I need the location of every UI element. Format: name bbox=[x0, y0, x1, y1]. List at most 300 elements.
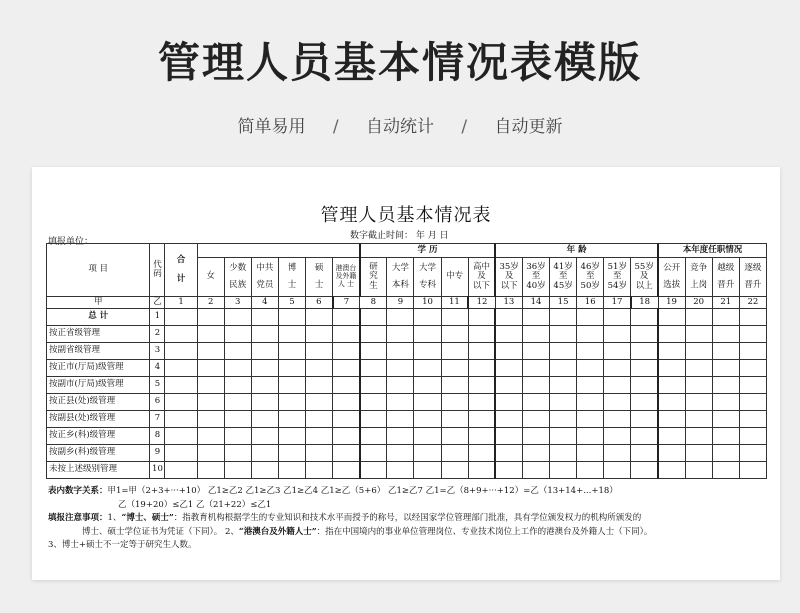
table-row bbox=[47, 309, 767, 326]
data-cell[interactable] bbox=[360, 377, 387, 394]
data-cell[interactable] bbox=[631, 445, 658, 462]
data-cell[interactable] bbox=[414, 445, 441, 462]
data-cell[interactable] bbox=[739, 360, 766, 377]
data-table bbox=[46, 243, 767, 479]
data-cell[interactable] bbox=[165, 394, 197, 411]
data-cell[interactable] bbox=[658, 394, 685, 411]
data-cell[interactable] bbox=[441, 428, 468, 445]
header-skip-promotion: 越级 晋升 bbox=[712, 258, 739, 297]
column-number: 11 bbox=[441, 297, 468, 309]
data-cell[interactable] bbox=[495, 343, 522, 360]
data-cell[interactable] bbox=[495, 428, 522, 445]
data-cell[interactable] bbox=[278, 343, 305, 360]
data-cell[interactable] bbox=[278, 394, 305, 411]
row-code: 10 bbox=[150, 462, 165, 479]
column-number: 8 bbox=[360, 297, 387, 309]
data-cell[interactable] bbox=[577, 360, 604, 377]
data-cell[interactable] bbox=[387, 326, 414, 343]
data-cell[interactable] bbox=[441, 377, 468, 394]
header-open-selection: 公开 选拔 bbox=[658, 258, 685, 297]
column-number: 21 bbox=[712, 297, 739, 309]
data-cell[interactable] bbox=[712, 326, 739, 343]
data-cell[interactable] bbox=[414, 326, 441, 343]
data-cell[interactable] bbox=[333, 445, 360, 462]
fill-1-text: ：指教育机构根据学生的专业知识和技术水平而授予的称号，以经国家学位管理部门批准，具有学位颁发权力的机构所颁发的 bbox=[173, 513, 642, 523]
data-cell[interactable] bbox=[278, 462, 305, 479]
data-cell[interactable] bbox=[306, 445, 333, 462]
data-cell[interactable] bbox=[278, 411, 305, 428]
data-cell[interactable] bbox=[306, 394, 333, 411]
data-cell[interactable] bbox=[197, 343, 224, 360]
data-cell[interactable] bbox=[468, 326, 495, 343]
row-code: 8 bbox=[150, 428, 165, 445]
data-cell[interactable] bbox=[224, 377, 251, 394]
data-cell[interactable] bbox=[739, 377, 766, 394]
column-number: 5 bbox=[278, 297, 305, 309]
header-female: 女 bbox=[197, 258, 224, 297]
tag-auto-update: 自动更新 bbox=[494, 117, 563, 137]
data-cell[interactable] bbox=[685, 462, 712, 479]
data-cell[interactable] bbox=[604, 428, 631, 445]
column-number: 6 bbox=[306, 297, 333, 309]
data-cell[interactable] bbox=[441, 326, 468, 343]
data-cell[interactable] bbox=[604, 462, 631, 479]
unit-label: 填报单位： bbox=[48, 237, 94, 247]
data-cell[interactable] bbox=[604, 377, 631, 394]
data-cell[interactable] bbox=[441, 462, 468, 479]
data-cell[interactable] bbox=[387, 343, 414, 360]
header-code: 代 码 bbox=[150, 244, 165, 297]
header-appointment: 本年度任职情况 bbox=[658, 244, 767, 258]
data-cell[interactable] bbox=[495, 394, 522, 411]
data-cell[interactable] bbox=[333, 343, 360, 360]
data-cell[interactable] bbox=[712, 428, 739, 445]
data-cell[interactable] bbox=[577, 394, 604, 411]
data-cell[interactable] bbox=[604, 394, 631, 411]
row-code: 4 bbox=[150, 360, 165, 377]
data-cell[interactable] bbox=[685, 394, 712, 411]
data-cell[interactable] bbox=[658, 411, 685, 428]
table-row bbox=[47, 445, 767, 462]
data-cell[interactable] bbox=[197, 411, 224, 428]
data-cell[interactable] bbox=[224, 428, 251, 445]
data-cell[interactable] bbox=[278, 309, 305, 326]
data-cell[interactable] bbox=[468, 445, 495, 462]
column-number: 7 bbox=[333, 297, 360, 309]
header-step-promotion: 逐级 晋升 bbox=[739, 258, 766, 297]
data-cell[interactable] bbox=[739, 326, 766, 343]
data-cell[interactable] bbox=[360, 394, 387, 411]
data-cell[interactable] bbox=[441, 309, 468, 326]
data-cell[interactable] bbox=[360, 326, 387, 343]
data-cell[interactable] bbox=[658, 360, 685, 377]
header-minority: 少数 民族 bbox=[224, 258, 251, 297]
header-master: 硕 士 bbox=[306, 258, 333, 297]
data-cell[interactable] bbox=[522, 462, 549, 479]
data-cell[interactable] bbox=[414, 394, 441, 411]
header-compete: 竞争 上岗 bbox=[685, 258, 712, 297]
data-cell[interactable] bbox=[604, 343, 631, 360]
data-cell[interactable] bbox=[360, 445, 387, 462]
data-cell[interactable] bbox=[631, 360, 658, 377]
data-cell[interactable] bbox=[251, 462, 278, 479]
data-cell[interactable] bbox=[658, 326, 685, 343]
data-cell[interactable] bbox=[577, 428, 604, 445]
data-cell[interactable] bbox=[360, 462, 387, 479]
fill-1-cont: 博士、硕士学位证书为凭证（下同）。 2、 bbox=[82, 526, 239, 537]
header-postgrad: 研 究 生 bbox=[360, 258, 387, 297]
data-cell[interactable] bbox=[685, 411, 712, 428]
page-title: 管理人员基本情况表模版 bbox=[157, 38, 642, 87]
header-hk-foreign: 港澳台 及外籍 人 士 bbox=[333, 258, 360, 297]
row-label: 按正乡(科)级管理 bbox=[47, 428, 150, 445]
data-cell[interactable] bbox=[333, 394, 360, 411]
data-cell[interactable] bbox=[522, 428, 549, 445]
header-yi: 乙 bbox=[150, 297, 165, 309]
data-cell[interactable] bbox=[495, 411, 522, 428]
data-cell[interactable] bbox=[224, 360, 251, 377]
data-cell[interactable] bbox=[495, 445, 522, 462]
data-cell[interactable] bbox=[468, 428, 495, 445]
data-cell[interactable] bbox=[658, 377, 685, 394]
data-cell[interactable] bbox=[333, 309, 360, 326]
data-cell[interactable] bbox=[712, 360, 739, 377]
data-cell[interactable] bbox=[712, 394, 739, 411]
data-cell[interactable] bbox=[414, 309, 441, 326]
row-code: 2 bbox=[150, 326, 165, 343]
data-cell[interactable] bbox=[251, 326, 278, 343]
data-cell[interactable] bbox=[468, 309, 495, 326]
relation-label: 表内数字关系： bbox=[48, 486, 108, 496]
data-cell[interactable] bbox=[550, 326, 577, 343]
data-cell[interactable] bbox=[658, 428, 685, 445]
fill-2-term: “港澳台及外籍人士” bbox=[238, 526, 317, 537]
data-cell[interactable] bbox=[197, 377, 224, 394]
data-cell[interactable] bbox=[224, 411, 251, 428]
column-number: 22 bbox=[739, 297, 766, 309]
data-cell[interactable] bbox=[306, 428, 333, 445]
data-cell[interactable] bbox=[278, 445, 305, 462]
data-cell[interactable] bbox=[360, 411, 387, 428]
data-cell[interactable] bbox=[278, 360, 305, 377]
data-cell[interactable] bbox=[165, 428, 197, 445]
data-cell[interactable] bbox=[577, 343, 604, 360]
column-number: 17 bbox=[604, 297, 631, 309]
table-row bbox=[47, 377, 767, 394]
data-cell[interactable] bbox=[631, 343, 658, 360]
data-cell[interactable] bbox=[604, 326, 631, 343]
data-cell[interactable] bbox=[251, 343, 278, 360]
data-cell[interactable] bbox=[414, 343, 441, 360]
header-age-36: 36岁 至 40岁 bbox=[522, 258, 549, 297]
data-cell[interactable] bbox=[468, 377, 495, 394]
data-cell[interactable] bbox=[495, 326, 522, 343]
column-number: 20 bbox=[685, 297, 712, 309]
data-cell[interactable] bbox=[550, 428, 577, 445]
data-cell[interactable] bbox=[165, 326, 197, 343]
data-cell[interactable] bbox=[550, 343, 577, 360]
data-cell[interactable] bbox=[441, 411, 468, 428]
column-number: 4 bbox=[251, 297, 278, 309]
header-doctor: 博 士 bbox=[278, 258, 305, 297]
row-code: 3 bbox=[150, 343, 165, 360]
data-cell[interactable] bbox=[387, 411, 414, 428]
data-cell[interactable] bbox=[251, 309, 278, 326]
data-cell[interactable] bbox=[522, 411, 549, 428]
column-number: 13 bbox=[495, 297, 522, 309]
row-code: 7 bbox=[150, 411, 165, 428]
data-cell[interactable] bbox=[631, 394, 658, 411]
data-cell[interactable] bbox=[414, 428, 441, 445]
data-cell[interactable] bbox=[577, 411, 604, 428]
data-cell[interactable] bbox=[522, 309, 549, 326]
header-education: 学 历 bbox=[360, 244, 496, 258]
data-cell[interactable] bbox=[685, 377, 712, 394]
data-cell[interactable] bbox=[224, 445, 251, 462]
data-cell[interactable] bbox=[333, 428, 360, 445]
data-cell[interactable] bbox=[197, 309, 224, 326]
data-cell[interactable] bbox=[550, 360, 577, 377]
data-cell[interactable] bbox=[387, 462, 414, 479]
data-cell[interactable] bbox=[739, 462, 766, 479]
data-cell[interactable] bbox=[306, 411, 333, 428]
header-age: 年 龄 bbox=[495, 244, 658, 258]
data-cell[interactable] bbox=[685, 428, 712, 445]
data-cell[interactable] bbox=[522, 377, 549, 394]
data-cell[interactable] bbox=[604, 309, 631, 326]
column-number: 18 bbox=[631, 297, 658, 309]
data-cell[interactable] bbox=[522, 445, 549, 462]
data-cell[interactable] bbox=[685, 360, 712, 377]
row-label: 未按上述级别管理 bbox=[47, 462, 150, 479]
data-cell[interactable] bbox=[658, 309, 685, 326]
data-cell[interactable] bbox=[658, 445, 685, 462]
data-cell[interactable] bbox=[739, 309, 766, 326]
header-age-55: 55岁 及 以上 bbox=[631, 258, 658, 297]
data-cell[interactable] bbox=[387, 394, 414, 411]
data-cell[interactable] bbox=[165, 411, 197, 428]
header-age-41: 41岁 至 45岁 bbox=[550, 258, 577, 297]
data-cell[interactable] bbox=[251, 394, 278, 411]
notes bbox=[48, 485, 768, 553]
data-cell[interactable] bbox=[577, 462, 604, 479]
data-cell[interactable] bbox=[387, 360, 414, 377]
data-cell[interactable] bbox=[631, 462, 658, 479]
data-cell[interactable] bbox=[387, 445, 414, 462]
tag-easy: 简单易用 bbox=[237, 117, 306, 137]
data-cell[interactable] bbox=[441, 343, 468, 360]
data-cell[interactable] bbox=[685, 309, 712, 326]
data-cell[interactable] bbox=[631, 377, 658, 394]
data-cell[interactable] bbox=[631, 309, 658, 326]
data-cell[interactable] bbox=[197, 360, 224, 377]
data-cell[interactable] bbox=[577, 309, 604, 326]
data-cell[interactable] bbox=[604, 411, 631, 428]
data-cell[interactable] bbox=[165, 445, 197, 462]
column-number: 14 bbox=[522, 297, 549, 309]
data-cell[interactable] bbox=[468, 462, 495, 479]
data-cell[interactable] bbox=[306, 377, 333, 394]
data-cell[interactable] bbox=[165, 343, 197, 360]
data-cell[interactable] bbox=[224, 343, 251, 360]
data-cell[interactable] bbox=[278, 428, 305, 445]
data-cell[interactable] bbox=[522, 360, 549, 377]
table-row bbox=[47, 394, 767, 411]
data-cell[interactable] bbox=[360, 309, 387, 326]
data-cell[interactable] bbox=[550, 309, 577, 326]
data-cell[interactable] bbox=[631, 326, 658, 343]
data-cell[interactable] bbox=[685, 326, 712, 343]
data-cell[interactable] bbox=[739, 445, 766, 462]
header-age-46: 46岁 至 50岁 bbox=[577, 258, 604, 297]
data-cell[interactable] bbox=[577, 377, 604, 394]
column-number: 3 bbox=[224, 297, 251, 309]
column-number: 2 bbox=[197, 297, 224, 309]
data-cell[interactable] bbox=[306, 462, 333, 479]
data-cell[interactable] bbox=[197, 428, 224, 445]
data-cell[interactable] bbox=[577, 326, 604, 343]
row-label: 按副市(厅局)级管理 bbox=[47, 377, 150, 394]
data-cell[interactable] bbox=[165, 360, 197, 377]
table-row bbox=[47, 411, 767, 428]
data-cell[interactable] bbox=[414, 377, 441, 394]
tag-separator: / bbox=[332, 117, 339, 137]
data-cell[interactable] bbox=[251, 445, 278, 462]
data-cell[interactable] bbox=[522, 394, 549, 411]
data-cell[interactable] bbox=[495, 360, 522, 377]
data-cell[interactable] bbox=[224, 326, 251, 343]
data-cell[interactable] bbox=[712, 309, 739, 326]
column-number: 10 bbox=[414, 297, 441, 309]
data-cell[interactable] bbox=[550, 445, 577, 462]
data-cell[interactable] bbox=[224, 462, 251, 479]
header-jia: 甲 bbox=[47, 297, 150, 309]
data-cell[interactable] bbox=[522, 343, 549, 360]
data-cell[interactable] bbox=[360, 428, 387, 445]
row-code: 9 bbox=[150, 445, 165, 462]
data-cell[interactable] bbox=[739, 343, 766, 360]
data-cell[interactable] bbox=[306, 343, 333, 360]
data-cell[interactable] bbox=[712, 377, 739, 394]
data-cell[interactable] bbox=[333, 360, 360, 377]
data-cell[interactable] bbox=[224, 309, 251, 326]
data-cell[interactable] bbox=[739, 428, 766, 445]
data-cell[interactable] bbox=[333, 411, 360, 428]
data-cell[interactable] bbox=[387, 428, 414, 445]
data-cell[interactable] bbox=[712, 445, 739, 462]
data-cell[interactable] bbox=[468, 343, 495, 360]
table-row bbox=[47, 326, 767, 343]
data-cell[interactable] bbox=[333, 462, 360, 479]
data-cell[interactable] bbox=[441, 360, 468, 377]
data-cell[interactable] bbox=[712, 462, 739, 479]
data-cell[interactable] bbox=[468, 411, 495, 428]
data-cell[interactable] bbox=[604, 360, 631, 377]
data-cell[interactable] bbox=[685, 445, 712, 462]
data-cell[interactable] bbox=[685, 343, 712, 360]
data-cell[interactable] bbox=[658, 462, 685, 479]
data-cell[interactable] bbox=[360, 343, 387, 360]
header-item: 项 目 bbox=[47, 244, 150, 297]
data-cell[interactable] bbox=[739, 394, 766, 411]
data-cell[interactable] bbox=[251, 377, 278, 394]
data-cell[interactable] bbox=[306, 309, 333, 326]
row-label: 按正市(厅局)级管理 bbox=[47, 360, 150, 377]
data-cell[interactable] bbox=[251, 411, 278, 428]
data-cell[interactable] bbox=[197, 462, 224, 479]
data-cell[interactable] bbox=[739, 411, 766, 428]
data-cell[interactable] bbox=[224, 394, 251, 411]
data-cell[interactable] bbox=[712, 411, 739, 428]
data-cell[interactable] bbox=[550, 462, 577, 479]
data-cell[interactable] bbox=[550, 377, 577, 394]
data-cell[interactable] bbox=[360, 360, 387, 377]
data-cell[interactable] bbox=[550, 394, 577, 411]
data-cell[interactable] bbox=[333, 377, 360, 394]
data-cell[interactable] bbox=[251, 360, 278, 377]
data-cell[interactable] bbox=[495, 377, 522, 394]
data-cell[interactable] bbox=[468, 394, 495, 411]
data-cell[interactable] bbox=[306, 360, 333, 377]
relation-line-2: 乙（19+20）≤乙1 乙（21+22）≤乙1 bbox=[118, 499, 272, 510]
data-cell[interactable] bbox=[658, 343, 685, 360]
data-cell[interactable] bbox=[712, 343, 739, 360]
column-number: 19 bbox=[658, 297, 685, 309]
header-bachelor: 大学 本科 bbox=[387, 258, 414, 297]
data-cell[interactable] bbox=[251, 428, 278, 445]
data-cell[interactable] bbox=[333, 326, 360, 343]
data-cell[interactable] bbox=[522, 326, 549, 343]
data-cell[interactable] bbox=[495, 309, 522, 326]
data-cell[interactable] bbox=[631, 428, 658, 445]
table-row bbox=[47, 343, 767, 360]
data-cell[interactable] bbox=[278, 326, 305, 343]
data-cell[interactable] bbox=[631, 411, 658, 428]
row-code: 1 bbox=[150, 309, 165, 326]
data-cell[interactable] bbox=[468, 360, 495, 377]
data-cell[interactable] bbox=[387, 377, 414, 394]
data-cell[interactable] bbox=[165, 377, 197, 394]
table-row bbox=[47, 360, 767, 377]
row-code: 6 bbox=[150, 394, 165, 411]
data-cell[interactable] bbox=[197, 445, 224, 462]
data-cell[interactable] bbox=[495, 462, 522, 479]
data-cell[interactable] bbox=[441, 394, 468, 411]
data-cell[interactable] bbox=[197, 394, 224, 411]
data-cell[interactable] bbox=[414, 411, 441, 428]
data-cell[interactable] bbox=[197, 326, 224, 343]
data-cell[interactable] bbox=[165, 462, 197, 479]
header-age-35: 35岁 及 以下 bbox=[495, 258, 522, 297]
form-title: 管理人员基本情况表 bbox=[320, 205, 492, 226]
data-cell[interactable] bbox=[550, 411, 577, 428]
fill-1-prefix: 1、 bbox=[107, 513, 122, 523]
data-cell[interactable] bbox=[604, 445, 631, 462]
data-cell[interactable] bbox=[306, 326, 333, 343]
data-cell[interactable] bbox=[577, 445, 604, 462]
row-label: 按副省级管理 bbox=[47, 343, 150, 360]
data-cell[interactable] bbox=[165, 309, 197, 326]
header-party: 中共 党员 bbox=[251, 258, 278, 297]
data-cell[interactable] bbox=[414, 462, 441, 479]
column-number: 15 bbox=[550, 297, 577, 309]
tag-separator: / bbox=[461, 117, 468, 137]
data-cell[interactable] bbox=[441, 445, 468, 462]
data-cell[interactable] bbox=[278, 377, 305, 394]
data-cell[interactable] bbox=[387, 309, 414, 326]
data-cell[interactable] bbox=[414, 360, 441, 377]
form-sheet bbox=[32, 167, 780, 580]
